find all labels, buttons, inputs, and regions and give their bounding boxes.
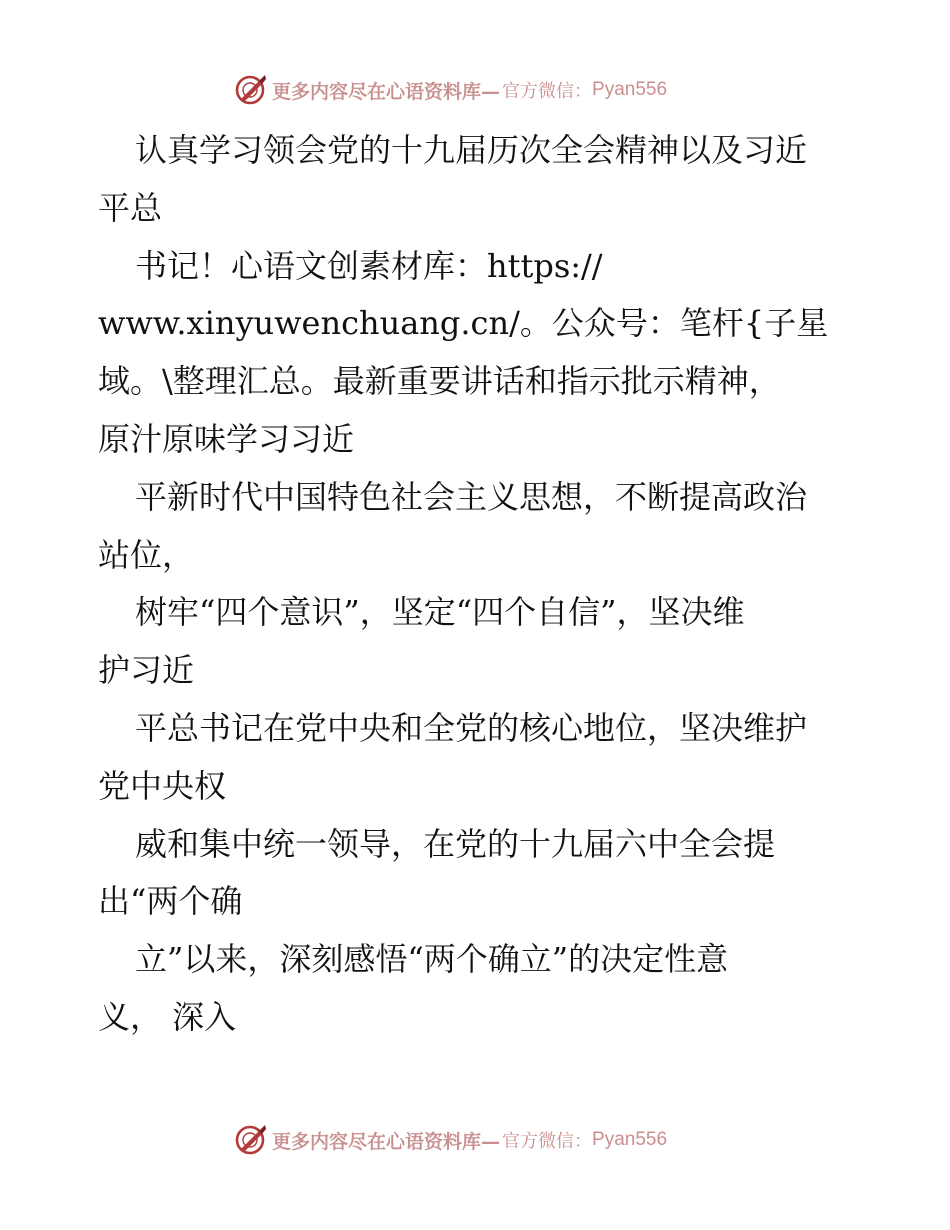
document-body bbox=[98, 122, 888, 1047]
watermark-wechat-id: Pyan556 bbox=[592, 79, 668, 100]
watermark-text: 更多内容尽在心语资料库— bbox=[272, 1130, 501, 1153]
text-line: 平新时代中国特色社会主义思想，不断提高政治 bbox=[135, 477, 808, 516]
text-line: 平总书记在党中央和全党的核心地位，坚决维护 bbox=[135, 708, 808, 747]
watermark-wechat-id: Pyan556 bbox=[592, 1129, 668, 1150]
text-line: 护习近 bbox=[98, 651, 195, 690]
footer-watermark bbox=[232, 1120, 667, 1160]
text-line: 站位， bbox=[98, 535, 195, 574]
text-line: 义， 深入 bbox=[98, 997, 237, 1036]
text-line: 出“两个确 bbox=[98, 882, 243, 921]
text-line: www.xinyuwenchuang.cn/。公众号：笔杆{子星 bbox=[98, 304, 829, 343]
text-line: 树牢“四个意识”，坚定“四个自信”，坚决维 bbox=[135, 593, 745, 632]
text-line: 威和集中统一领导，在党的十九届六中全会提 bbox=[135, 824, 776, 863]
watermark-wechat-label: 官方微信： bbox=[502, 81, 593, 102]
header-watermark bbox=[232, 70, 667, 110]
text-line: 党中央权 bbox=[98, 766, 227, 805]
text-line: 平总 bbox=[98, 188, 163, 227]
text-line: 认真学习领会党的十九届历次全会精神以及习近 bbox=[135, 131, 808, 169]
text-line: 立”以来，深刻感悟“两个确立”的决定性意 bbox=[135, 940, 729, 979]
watermark-text: 更多内容尽在心语资料库— bbox=[272, 80, 501, 103]
watermark-wechat-label: 官方微信： bbox=[502, 1131, 593, 1152]
text-line: 书记！心语文创素材库：https:// bbox=[135, 246, 603, 285]
text-line: 原汁原味学习习近 bbox=[98, 419, 355, 458]
text-line: 域。\整理汇总。最新重要讲话和指示批示精神， bbox=[98, 362, 781, 401]
pen-logo-icon bbox=[232, 1122, 268, 1158]
pen-logo-icon bbox=[232, 72, 268, 108]
